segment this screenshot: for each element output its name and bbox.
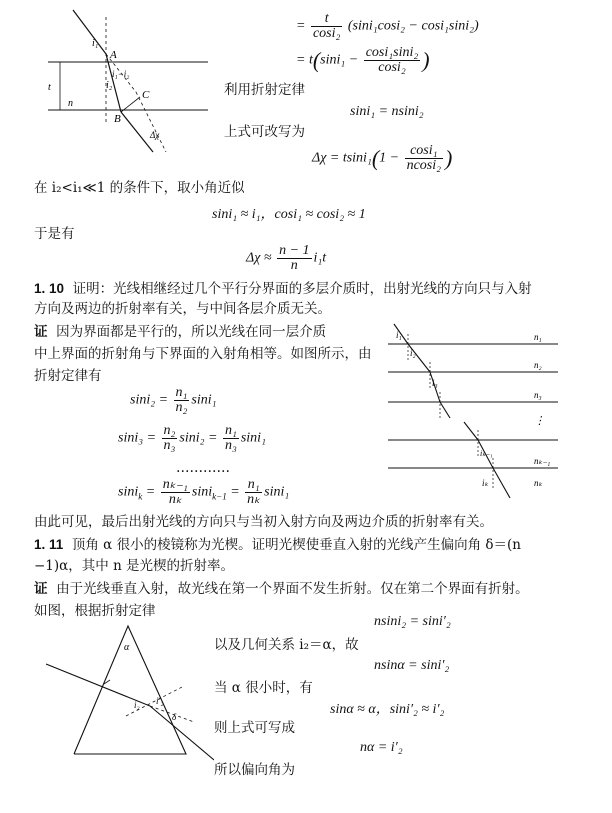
fig2-label-i3: i₃ [432, 378, 438, 388]
fig2-label-nk1: nₖ₋₁ [534, 456, 551, 466]
equation-expand-2: = t(sini₁ − $\frac{\text{cosi₁sini₂}}{\text{cosi₂}}$ ) [296, 45, 430, 75]
figure-multilayer [368, 322, 568, 504]
wedge-geom: 以及几何关系 i₂＝α，故 [214, 637, 359, 653]
fig3-label-delta: δ [172, 712, 177, 722]
problem-1-10-line2: 方向及两边的折射率有关，与中间各层介质无关。 [34, 301, 331, 317]
equation-expand-1: = $\frac{t}{\text{cosi₂}}$ (sini₁cosi₂ − cosi₁sini₂) [296, 11, 479, 41]
fig3-label-alpha: α [124, 642, 130, 653]
problem-1-10-line1: 1. 10 证明：光线相继经过几个平行分界面的多层介质时，出射光线的方向只与入射 [34, 281, 532, 297]
figure-wedge [44, 624, 214, 764]
fig1-label-A: A [110, 49, 117, 61]
fig1-label-n: n [68, 98, 73, 109]
equation-sini2: sini₂ = $\frac{\text{n₁}}{\text{n₂}}$ sini₁ [130, 385, 217, 415]
fig1-label-dx: Δχ [150, 130, 160, 140]
proof-1-11-line2: 如图，根据折射定律 [34, 603, 156, 619]
problem-1-11-line2: −1)α，其中 n 是光楔的折射率。 [34, 558, 235, 574]
fig2-label-n2: n₂ [534, 360, 542, 370]
dx-equation: Δχ = tsini₁(1 − $\frac{\text{cosi₁}}{\text{ncosi₂}}$ ) [312, 143, 453, 173]
fig1-label-i1: i₁ [92, 38, 99, 49]
wedge-when: 当 α 很小时，有 [214, 680, 313, 696]
fig2-label-n1: n₁ [534, 332, 542, 342]
equation-dots: ………… [176, 460, 230, 476]
approx-condition: 在 i₂<i₁≪1 的条件下，取小角近似 [34, 180, 245, 196]
wedge-so: 所以偏向角为 [214, 762, 295, 778]
fig2-label-n3: n₃ [534, 390, 542, 400]
problem-1-11-line1: 1. 11 顶角 α 很小的棱镜称为光楔。证明光楔使垂直入射的光线产生偏向角 δ＝(n [34, 537, 521, 553]
equation-sini3: sini₃ = $\frac{\text{n₂}}{\text{n₃}}$ sini₂ = $\frac{\text{n₁}}{\text{n₃}}$ sini₁ [118, 423, 266, 453]
fig2-label-i1: i₁ [396, 330, 402, 340]
fig3-label-i2p: i′₂ [156, 696, 164, 706]
proof-1-11-line1: 证 由于光线垂直入射，故光线在第一个界面不发生折射。仅在第二个界面有折射。 [34, 581, 529, 597]
snell-equation: sini₁ = nsini₂ [350, 104, 424, 119]
snell-label: 利用折射定律 [224, 82, 305, 98]
fig2-label-ik: iₖ [482, 478, 489, 488]
wedge-eq3: sinα ≈ α，sini′₂ ≈ i′₂ [330, 702, 445, 717]
fig3-label-i2: i₂ [134, 700, 140, 710]
fig1-label-B: B [114, 113, 121, 125]
approx-equation: sini₁ ≈ i₁，cosi₁ ≈ cosi₂ ≈ 1 [212, 207, 366, 222]
wedge-then: 则上式可写成 [214, 720, 295, 736]
proof-1-10-line2: 中上界面的折射角与下界面的入射角相等。如图所示，由 [34, 346, 372, 362]
proof-1-10-line3: 折射定律有 [34, 368, 102, 384]
rewrite-label: 上式可改写为 [224, 124, 305, 140]
wedge-eq1: nsini₂ = sini′₂ [374, 614, 451, 629]
equation-sinik: sini$_k$ = $\frac{\text{nₖ₋₁}}{\text{nₖ}}$ sini$_{k-1}$ = $\frac{\text{n₁}}{\text{nₖ}}$ sini₁ [118, 477, 290, 507]
fig2-label-nk: nₖ [534, 478, 543, 488]
approx-so: 于是有 [34, 226, 75, 242]
fig1-label-i2: i₂ [106, 80, 113, 91]
conclusion-1-10: 由此可见，最后出射光线的方向只与当初入射方向及两边介质的折射率有关。 [34, 514, 493, 530]
fig1-label-C: C [142, 89, 150, 101]
fig2-label-ik1: iₖ₋₁ [480, 449, 493, 458]
fig2-label-i2: i₂ [410, 348, 416, 358]
wedge-eq2: nsinα = sini′₂ [374, 658, 450, 673]
figure-parallel-plate [38, 2, 238, 162]
wedge-eq4: nα = i′₂ [360, 740, 403, 755]
fig1-label-t: t [48, 82, 51, 93]
proof-1-10-line1: 证 因为界面都是平行的，所以光线在同一层介质 [34, 324, 327, 340]
approx-result: Δχ ≈ $\frac{n - 1}{n}$ i₁t [246, 243, 327, 273]
fig2-label-vdots: ⋮ [534, 415, 545, 427]
fig1-label-diff: i₁−i₂ [112, 69, 130, 79]
